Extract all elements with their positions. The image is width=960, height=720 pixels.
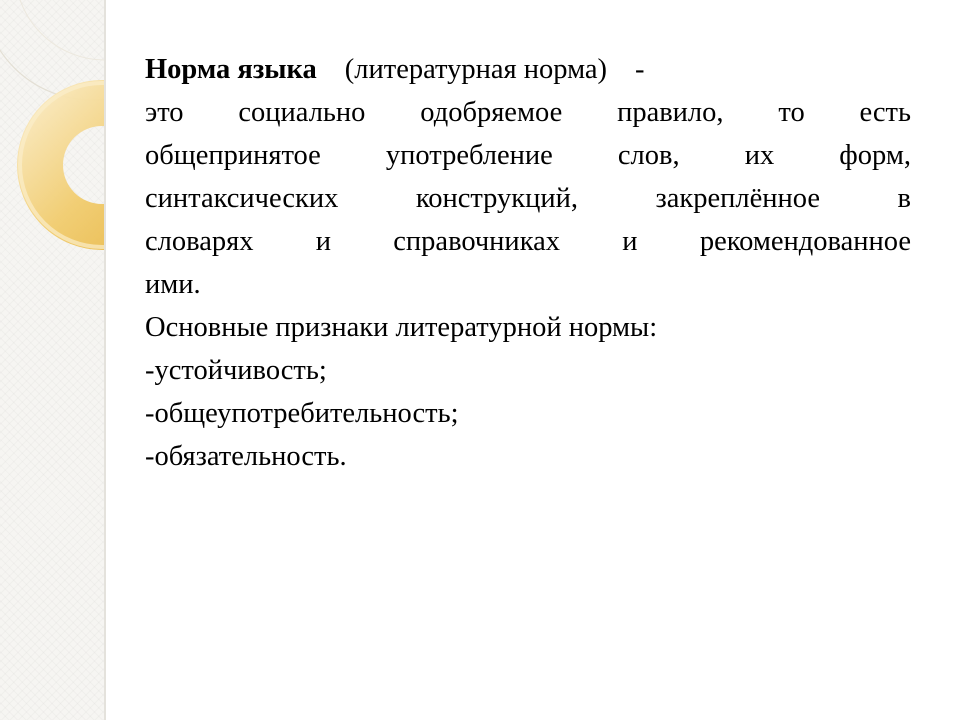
- slide-content: [145, 48, 911, 478]
- definition-last-line: ими.: [145, 269, 201, 300]
- left-decorative-panel: [0, 0, 104, 720]
- panel-divider: [104, 0, 106, 720]
- definition-line: словарях и справочниках и рекомендованное: [145, 226, 911, 257]
- feature-item: -обязательность.: [145, 441, 347, 472]
- title-dash: -: [635, 54, 645, 85]
- gold-ring-icon: [0, 0, 104, 720]
- feature-item: -устойчивость;: [145, 355, 327, 386]
- definition-line: общепринятое употребление слов, их форм,: [145, 140, 911, 171]
- definition-line: это социально одобряемое правило, то есть: [145, 97, 911, 128]
- definition-line: синтаксических конструкций, закреплённое в: [145, 183, 911, 214]
- slide-title: [145, 48, 911, 91]
- title-term: Норма языка: [145, 54, 317, 85]
- features-heading: Основные признаки литературной нормы:: [145, 312, 658, 343]
- feature-item: -общеупотребительность;: [145, 398, 459, 429]
- title-parenthetical: (литературная норма): [344, 54, 608, 85]
